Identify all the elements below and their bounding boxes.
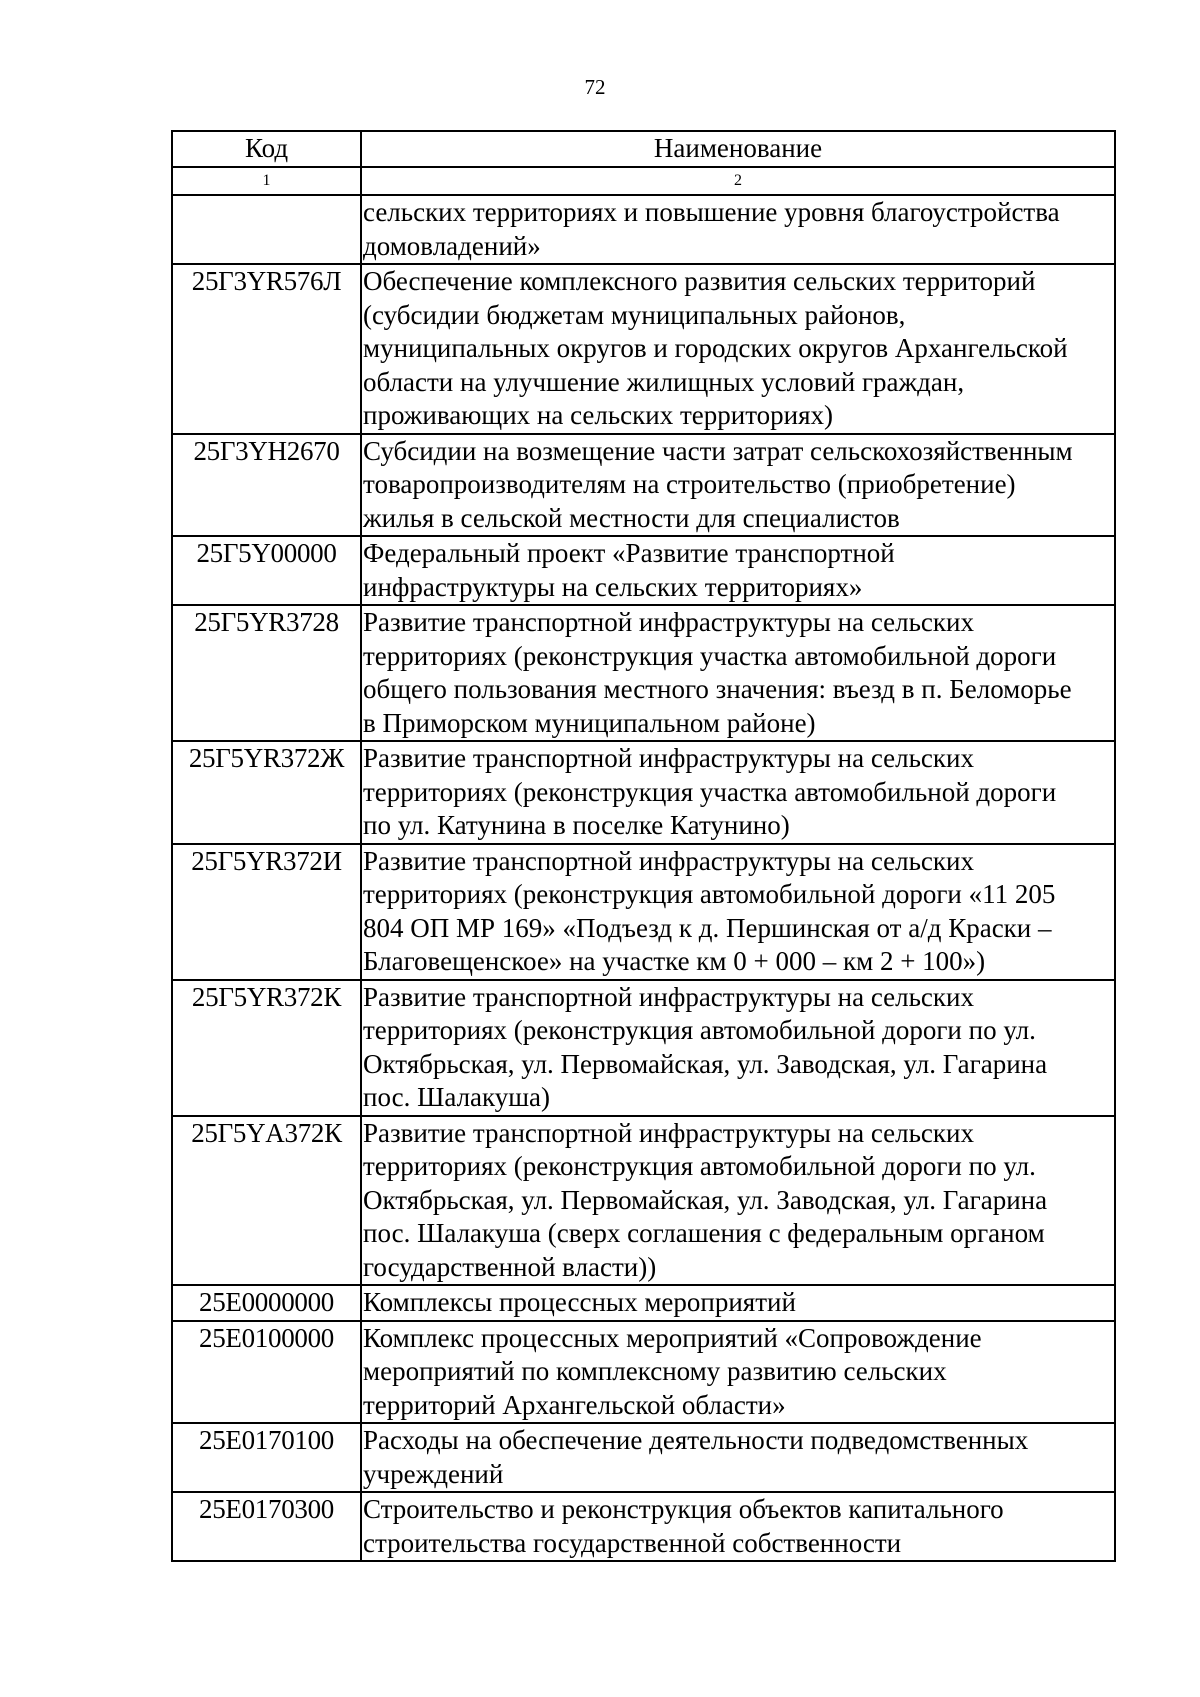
table-row	[172, 1492, 1115, 1561]
table-row	[172, 741, 1115, 844]
row-name-line: Комплекс процессных мероприятий «Сопровождение	[363, 1322, 982, 1353]
row-name-line: 804 ОП МР 169» «Подъезд к д. Першинская от а/д Краски –	[363, 912, 1052, 943]
row-name-line: сельских территориях и повышение уровня благоустройства	[363, 197, 1060, 227]
table-row	[172, 980, 1115, 1116]
row-name-line: Расходы на обеспечение деятельности подведомственных	[363, 1425, 1029, 1455]
row-name-line: территориях (реконструкция автомобильной дороги «11 205	[363, 879, 1056, 909]
table-row	[172, 195, 1115, 264]
table-row	[172, 1116, 1115, 1286]
row-name-line: учреждений	[363, 1458, 504, 1489]
row-code: 25Е0170300	[172, 1492, 361, 1561]
row-name-line: Развитие транспортной инфраструктуры на сельских	[363, 743, 974, 773]
row-name	[361, 434, 1115, 537]
row-code: 25Г5YR372И	[172, 844, 361, 980]
row-name-line: строительства государственной собственности	[363, 1527, 902, 1558]
row-name-line: Развитие транспортной инфраструктуры на сельских	[363, 845, 974, 876]
row-name-line: Октябрьская, ул. Первомайская, ул. Заводская, ул. Гагарина	[363, 1048, 1048, 1079]
header-name: Наименование	[361, 131, 1115, 167]
row-name	[361, 1321, 1115, 1424]
row-name-line: Благовещенское» на участке км 0 + 000 – км 2 + 100»)	[363, 946, 986, 976]
row-name-line: Развитие транспортной инфраструктуры на сельских	[363, 607, 974, 637]
row-code: 25Е0000000	[172, 1285, 361, 1321]
row-name-line: домовладений»	[363, 230, 541, 261]
table-row	[172, 1423, 1115, 1492]
row-name-line: Октябрьская, ул. Первомайская, ул. Заводская, ул. Гагарина	[363, 1184, 1048, 1215]
row-name	[361, 536, 1115, 605]
row-name-line: в Приморском муниципальном районе)	[363, 707, 816, 738]
row-name-line: Строительство и реконструкция объектов капитального	[363, 1494, 1004, 1524]
row-name-line: территорий Архангельской области»	[363, 1389, 786, 1420]
row-name-line: государственной власти))	[363, 1251, 657, 1282]
table-row	[172, 1285, 1115, 1321]
row-code: 25Г5YR372Ж	[172, 741, 361, 844]
row-name-line: по ул. Катунина в поселке Катунино)	[363, 810, 790, 840]
row-name-line: (субсидии бюджетам муниципальных районов,	[363, 299, 906, 330]
row-name-line: Развитие транспортной инфраструктуры на сельских	[363, 981, 974, 1012]
row-name-line: товаропроизводителям на строительство (приобретение)	[363, 469, 1016, 499]
table-row	[172, 264, 1115, 434]
row-code: 25Г3YН2670	[172, 434, 361, 537]
row-name	[361, 1285, 1115, 1321]
row-name-line: пос. Шалакуша (сверх соглашения с федеральным органом	[363, 1218, 1045, 1248]
row-name-line: территориях (реконструкция автомобильной дороги по ул.	[363, 1015, 1036, 1045]
row-name-line: общего пользования местного значения: въезд в п. Беломорье	[363, 674, 1072, 704]
row-name-line: области на улучшение жилищных условий граждан,	[363, 366, 965, 397]
row-name	[361, 605, 1115, 741]
table-row	[172, 844, 1115, 980]
row-name-line: территориях (реконструкция участка автомобильной дороги	[363, 776, 1057, 807]
row-name	[361, 1423, 1115, 1492]
row-name-line: пос. Шалакуша)	[363, 1082, 551, 1112]
column-number-row	[172, 167, 1115, 195]
row-name-line: территориях (реконструкция участка автомобильной дороги	[363, 640, 1057, 671]
table-row	[172, 434, 1115, 537]
table-row	[172, 536, 1115, 605]
row-code: 25Г5YR372К	[172, 980, 361, 1116]
row-code: 25Г5YА372К	[172, 1116, 361, 1286]
row-name-line: жилья в сельской местности для специалистов	[363, 502, 900, 533]
row-name-line: инфраструктуры на сельских территориях»	[363, 571, 863, 602]
row-name	[361, 1492, 1115, 1561]
page-number: 72	[584, 75, 606, 99]
row-name-line: мероприятий по комплексному развитию сельских	[363, 1356, 947, 1386]
table-header-row	[172, 131, 1115, 167]
row-name-line: Субсидии на возмещение части затрат сельскохозяйственным	[363, 435, 1073, 466]
table-row	[172, 1321, 1115, 1424]
budget-code-table	[171, 130, 1116, 1562]
table-row	[172, 605, 1115, 741]
row-code: 25Г5YR3728	[172, 605, 361, 741]
row-code: 25Е0100000	[172, 1321, 361, 1424]
row-name	[361, 264, 1115, 434]
row-name	[361, 980, 1115, 1116]
row-name-line: муниципальных округов и городских округов Архангельской	[363, 333, 1068, 363]
row-name	[361, 741, 1115, 844]
row-name-line: Развитие транспортной инфраструктуры на сельских	[363, 1117, 974, 1148]
column-number-1: 1	[172, 167, 361, 195]
row-code: 25Г3YR576Л	[172, 264, 361, 434]
column-number-2: 2	[361, 167, 1115, 195]
row-name-line: Обеспечение комплексного развития сельских территорий	[363, 266, 1036, 296]
header-code: Код	[172, 131, 361, 167]
row-code: 25Е0170100	[172, 1423, 361, 1492]
row-code: 25Г5Y00000	[172, 536, 361, 605]
row-name-line: проживающих на сельских территориях)	[363, 400, 834, 430]
row-name-line: Комплексы процессных мероприятий	[363, 1287, 796, 1317]
row-name-line: территориях (реконструкция автомобильной дороги по ул.	[363, 1151, 1036, 1181]
row-name	[361, 1116, 1115, 1286]
row-name	[361, 195, 1115, 264]
row-code	[172, 195, 361, 264]
row-name	[361, 844, 1115, 980]
row-name-line: Федеральный проект «Развитие транспортной	[363, 538, 895, 568]
